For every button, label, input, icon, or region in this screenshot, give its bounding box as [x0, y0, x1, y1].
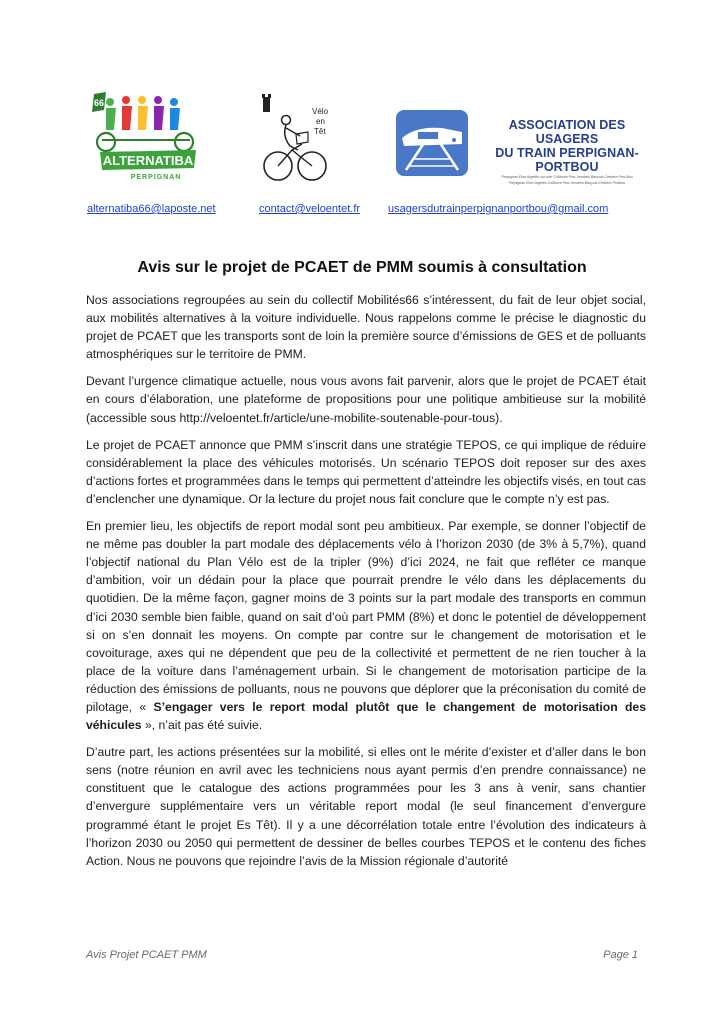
email-link-alternatiba[interactable]: alternatiba66@laposte.net	[87, 203, 216, 215]
paragraph-platform: Devant l’urgence climatique actuelle, nous vous avons fait parvenir, alors que le projet de PCAET était en cours d’élaboration, une plateforme de propositions pour une politique ambitieuse sur la mobilité (accessible sous http://veloentet.fr/article/une-mobilite-soutenable-pour-tous).	[86, 374, 646, 425]
email-link-veloentet[interactable]: contact@veloentet.fr	[259, 203, 361, 215]
assoc-name-line1: ASSOCIATION DES USAGERS	[508, 118, 626, 146]
velo-line1: Vélo	[312, 107, 329, 116]
paragraph-report-modal-text: En premier lieu, les objectifs de report modal sont peu ambitieux. Par exemple, se donner l’objectif de ne même pas doubler la part modale des déplacements vélo à l’horizon 2030 (de 3% à 5,7%), quand l’objectif national du Plan Vélo est de la tripler (9%) d’ici 2024, ne fait que refléter ce manque d’ambition, voir un dédain pour la place que pourrait prendre le vélo dans les déplacements du quotidien. De la même façon, gagner moins de 3 points sur la part modale des transports en commun d’ici 2030 semble bien faible, quand on sait d’où part PMM (8%) et donc le potentiel de développement si on s’en donnait les moyens. On compte par contre sur le changement de motorisation et le covoiturage, axes qui ne dépendent que peu de la collectivité et permettent de ne rien toucher à la place de la voiture dans l’aménagement urbain. Si le changement de motorisation participe de la réduction des émissions de polluants, nous ne pouvons que déplorer que la préconisation du comité de pilotage, «	[86, 519, 646, 714]
paragraph-report-modal-end: », n’ait pas été suivie.	[141, 718, 263, 733]
paragraph-intro: Nos associations regroupées au sein du collectif Mobilités66 s’intéressent, du fait de leur objet social, aux mobilités alternatives à la voiture individuelle. Nous rappelons comme le précise le diagnostic du projet de PCAET que les transports sont de loin la première source d’émissions de GES et de polluants atmosphériques sur le territoire de PMM.	[86, 293, 646, 362]
train-association-name	[477, 118, 657, 186]
footer-page-number: Page 1	[603, 949, 638, 961]
assoc-name-line2: DU TRAIN PERPIGNAN-PORTBOU	[495, 146, 639, 174]
email-link-usagers-train[interactable]: usagersdutrainperpignanportbou@gmail.com	[388, 203, 609, 215]
alternatiba-number: 66	[93, 98, 105, 108]
document-body	[86, 291, 646, 879]
contact-emails	[0, 203, 724, 219]
paragraph-actions: D’autre part, les actions présentées sur la mobilité, si elles ont le mérite d’exister et d’aller dans le bon sens (notre réunion en avril avec les techniciens nous ayant permis d’en prendre connaissance) ne constituent que le catalogue des actions programmées pour les 3 ans à venir, sans chantier d’envergure supplémentaire vers un véritable report modal (le seul financement d’envergure programmé étant le projet Es Têt). Il y a une décorrélation totale entre l’évolution des indicateurs à l’horizon 2030 ou 2050 qui permettent de dessiner de belles courbes TEPOS et le contenu des fiches Action. Nous ne pouvons que rejoindre l’avis de la Mission régionale d’autorité	[86, 745, 646, 868]
alternatiba-logo	[92, 92, 202, 182]
quote-bold: S’engager vers le report modal plutôt que le changement de motorisation des véhicules	[86, 699, 646, 733]
page-footer	[86, 949, 638, 965]
paragraph-tepos: Le projet de PCAET annonce que PMM s’inscrit dans une stratégie TEPOS, ce qui implique de réduire considérablement la place des véhicules motorisés. Un scénario TEPOS doit reposer sur des axes d’actions fortes et programmées dans le temps qui permettent d’atteindre les objectifs visés, en tout cas d’enclencher une dynamique. Or la lecture du projet nous fait conclure que le compte n’y est pas.	[86, 437, 646, 506]
document-title: Avis sur le projet de PCAET de PMM soumis à consultation	[137, 259, 587, 276]
velo-en-tet-logo	[256, 94, 336, 186]
alternatiba-name: ALTERNATIBA	[102, 153, 194, 168]
velo-line2: en	[316, 117, 325, 126]
assoc-stations-line1: Perpignan Elne Argelès-sur-mer Collioure Port-Vendres Banyuls Cerbère Port-Bou	[501, 175, 633, 179]
footer-document-name: Avis Projet PCAET PMM	[86, 949, 207, 961]
velo-line3: Têt	[314, 127, 326, 136]
alternatiba-city: PERPIGNAN	[130, 174, 182, 181]
assoc-stations-line2: Perpignan Elne Argelès Collioure Port-Vendres Banyuls Cerbère Portbou	[508, 181, 626, 185]
paragraph-report-modal	[86, 517, 646, 734]
train-icon	[396, 110, 468, 176]
